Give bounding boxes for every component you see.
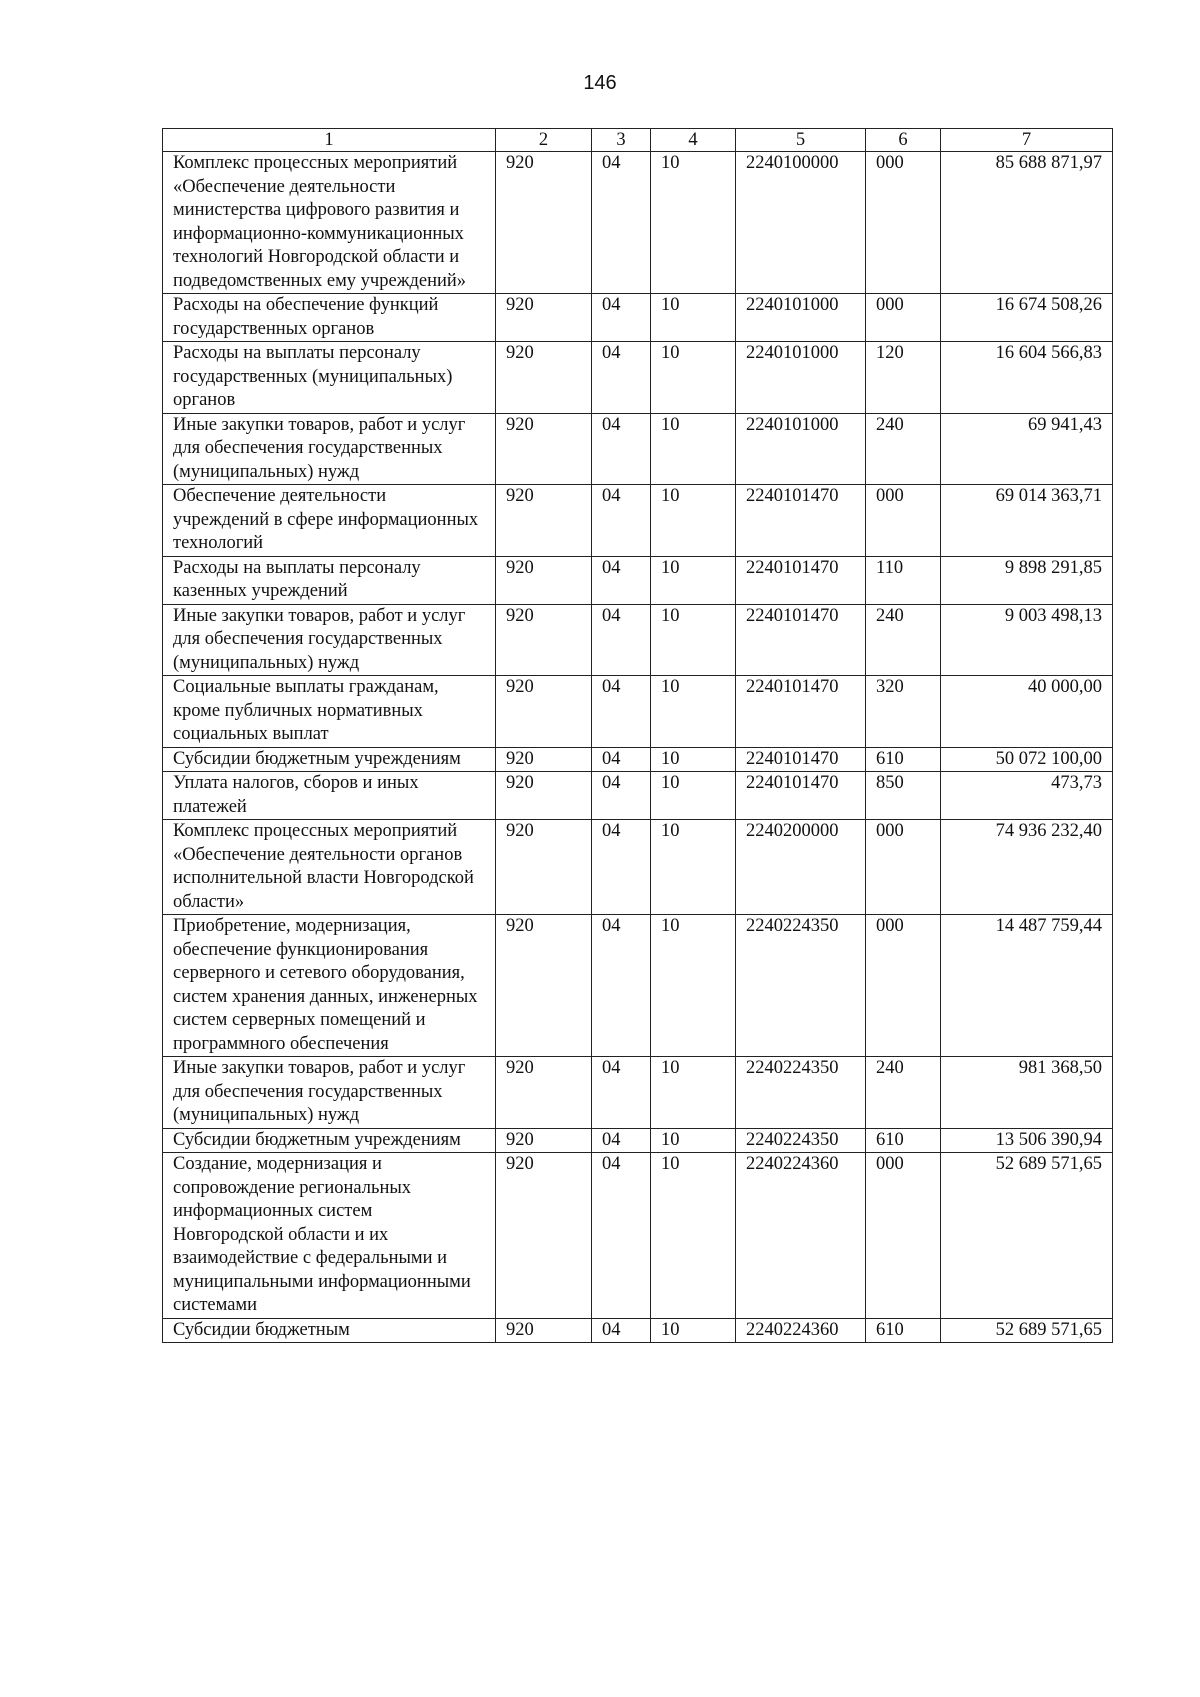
header-cell: 3 (592, 129, 651, 152)
sum-cell: 9 003 498,13 (941, 604, 1113, 676)
name-cell: Приобретение, модернизация, обеспечение функционирования серверного и сетевого оборудования, систем хранения данных, инженерных систем серверных помещений и программного обеспечения (163, 915, 496, 1057)
name-cell: Расходы на выплаты персоналу государственных (муниципальных) органов (163, 342, 496, 414)
sum-cell: 40 000,00 (941, 676, 1113, 748)
csr-cell: 2240224350 (736, 915, 866, 1057)
ved-cell: 920 (496, 294, 592, 342)
table-row (163, 1153, 1113, 1319)
csr-cell: 2240200000 (736, 820, 866, 915)
sum-cell: 74 936 232,40 (941, 820, 1113, 915)
vr-cell: 000 (866, 1153, 941, 1319)
pr-cell: 10 (651, 152, 736, 294)
rz-cell: 04 (592, 485, 651, 557)
sum-cell: 16 674 508,26 (941, 294, 1113, 342)
csr-cell: 2240224360 (736, 1318, 866, 1343)
csr-cell: 2240101470 (736, 676, 866, 748)
name-cell: Социальные выплаты гражданам, кроме публичных нормативных социальных выплат (163, 676, 496, 748)
table-row (163, 915, 1113, 1057)
name-cell: Комплекс процессных мероприятий «Обеспечение деятельности министерства цифрового развития и информационно-коммуникационных технологий Новгородской области и подведомственных ему учреждений» (163, 152, 496, 294)
rz-cell: 04 (592, 342, 651, 414)
name-cell: Иные закупки товаров, работ и услуг для обеспечения государственных (муниципальных) нужд (163, 413, 496, 485)
vr-cell: 240 (866, 604, 941, 676)
pr-cell: 10 (651, 772, 736, 820)
sum-cell: 473,73 (941, 772, 1113, 820)
sum-cell: 69 014 363,71 (941, 485, 1113, 557)
sum-cell: 69 941,43 (941, 413, 1113, 485)
ved-cell: 920 (496, 1318, 592, 1343)
csr-cell: 2240100000 (736, 152, 866, 294)
header-cell: 6 (866, 129, 941, 152)
ved-cell: 920 (496, 413, 592, 485)
sum-cell: 14 487 759,44 (941, 915, 1113, 1057)
pr-cell: 10 (651, 915, 736, 1057)
name-cell: Субсидии бюджетным (163, 1318, 496, 1343)
pr-cell: 10 (651, 747, 736, 772)
ved-cell: 920 (496, 556, 592, 604)
rz-cell: 04 (592, 413, 651, 485)
csr-cell: 2240224360 (736, 1153, 866, 1319)
name-cell: Расходы на обеспечение функций государственных органов (163, 294, 496, 342)
vr-cell: 000 (866, 152, 941, 294)
vr-cell: 120 (866, 342, 941, 414)
table-row (163, 820, 1113, 915)
ved-cell: 920 (496, 915, 592, 1057)
rz-cell: 04 (592, 772, 651, 820)
csr-cell: 2240101470 (736, 747, 866, 772)
vr-cell: 000 (866, 294, 941, 342)
ved-cell: 920 (496, 342, 592, 414)
pr-cell: 10 (651, 1318, 736, 1343)
sum-cell: 85 688 871,97 (941, 152, 1113, 294)
sum-cell: 13 506 390,94 (941, 1128, 1113, 1153)
ved-cell: 920 (496, 820, 592, 915)
vr-cell: 850 (866, 772, 941, 820)
header-cell: 4 (651, 129, 736, 152)
name-cell: Иные закупки товаров, работ и услуг для обеспечения государственных (муниципальных) нужд (163, 604, 496, 676)
pr-cell: 10 (651, 342, 736, 414)
page-number: 146 (583, 72, 617, 94)
csr-cell: 2240101000 (736, 413, 866, 485)
csr-cell: 2240224350 (736, 1057, 866, 1129)
rz-cell: 04 (592, 294, 651, 342)
csr-cell: 2240224350 (736, 1128, 866, 1153)
ved-cell: 920 (496, 1128, 592, 1153)
name-cell: Создание, модернизация и сопровождение региональных информационных систем Новгородской области и их взаимодействие с федеральными и муниципальными информационными системами (163, 1153, 496, 1319)
name-cell: Иные закупки товаров, работ и услуг для обеспечения государственных (муниципальных) нужд (163, 1057, 496, 1129)
rz-cell: 04 (592, 1128, 651, 1153)
table-row (163, 1318, 1113, 1343)
sum-cell: 52 689 571,65 (941, 1153, 1113, 1319)
rz-cell: 04 (592, 1057, 651, 1129)
budget-table (162, 128, 1113, 1343)
pr-cell: 10 (651, 604, 736, 676)
name-cell: Обеспечение деятельности учреждений в сфере информационных технологий (163, 485, 496, 557)
ved-cell: 920 (496, 604, 592, 676)
vr-cell: 000 (866, 915, 941, 1057)
pr-cell: 10 (651, 820, 736, 915)
table-row (163, 485, 1113, 557)
ved-cell: 920 (496, 152, 592, 294)
table-row (163, 1057, 1113, 1129)
sum-cell: 16 604 566,83 (941, 342, 1113, 414)
name-cell: Субсидии бюджетным учреждениям (163, 747, 496, 772)
csr-cell: 2240101470 (736, 556, 866, 604)
table-row (163, 413, 1113, 485)
pr-cell: 10 (651, 1153, 736, 1319)
ved-cell: 920 (496, 1153, 592, 1319)
header-cell: 1 (163, 129, 496, 152)
vr-cell: 610 (866, 1318, 941, 1343)
pr-cell: 10 (651, 413, 736, 485)
vr-cell: 240 (866, 413, 941, 485)
vr-cell: 240 (866, 1057, 941, 1129)
sum-cell: 52 689 571,65 (941, 1318, 1113, 1343)
rz-cell: 04 (592, 1153, 651, 1319)
vr-cell: 610 (866, 747, 941, 772)
pr-cell: 10 (651, 556, 736, 604)
vr-cell: 110 (866, 556, 941, 604)
rz-cell: 04 (592, 556, 651, 604)
pr-cell: 10 (651, 1057, 736, 1129)
sum-cell: 981 368,50 (941, 1057, 1113, 1129)
csr-cell: 2240101470 (736, 772, 866, 820)
header-cell: 2 (496, 129, 592, 152)
pr-cell: 10 (651, 294, 736, 342)
table-row (163, 556, 1113, 604)
name-cell: Уплата налогов, сборов и иных платежей (163, 772, 496, 820)
csr-cell: 2240101470 (736, 485, 866, 557)
sum-cell: 9 898 291,85 (941, 556, 1113, 604)
table-body (163, 152, 1113, 1343)
pr-cell: 10 (651, 1128, 736, 1153)
header-cell: 5 (736, 129, 866, 152)
table-header-row (163, 129, 1113, 152)
pr-cell: 10 (651, 676, 736, 748)
csr-cell: 2240101470 (736, 604, 866, 676)
rz-cell: 04 (592, 676, 651, 748)
pr-cell: 10 (651, 485, 736, 557)
vr-cell: 000 (866, 485, 941, 557)
vr-cell: 610 (866, 1128, 941, 1153)
table-row (163, 152, 1113, 294)
ved-cell: 920 (496, 772, 592, 820)
name-cell: Субсидии бюджетным учреждениям (163, 1128, 496, 1153)
rz-cell: 04 (592, 1318, 651, 1343)
rz-cell: 04 (592, 152, 651, 294)
rz-cell: 04 (592, 915, 651, 1057)
table-row (163, 772, 1113, 820)
table-row (163, 1128, 1113, 1153)
ved-cell: 920 (496, 485, 592, 557)
table-row (163, 294, 1113, 342)
rz-cell: 04 (592, 820, 651, 915)
csr-cell: 2240101000 (736, 342, 866, 414)
rz-cell: 04 (592, 747, 651, 772)
header-cell: 7 (941, 129, 1113, 152)
sum-cell: 50 072 100,00 (941, 747, 1113, 772)
ved-cell: 920 (496, 1057, 592, 1129)
ved-cell: 920 (496, 676, 592, 748)
table-row (163, 604, 1113, 676)
table-row (163, 747, 1113, 772)
vr-cell: 000 (866, 820, 941, 915)
ved-cell: 920 (496, 747, 592, 772)
vr-cell: 320 (866, 676, 941, 748)
rz-cell: 04 (592, 604, 651, 676)
name-cell: Расходы на выплаты персоналу казенных учреждений (163, 556, 496, 604)
table-row (163, 342, 1113, 414)
name-cell: Комплекс процессных мероприятий «Обеспечение деятельности органов исполнительной власти Новгородской области» (163, 820, 496, 915)
csr-cell: 2240101000 (736, 294, 866, 342)
table-row (163, 676, 1113, 748)
